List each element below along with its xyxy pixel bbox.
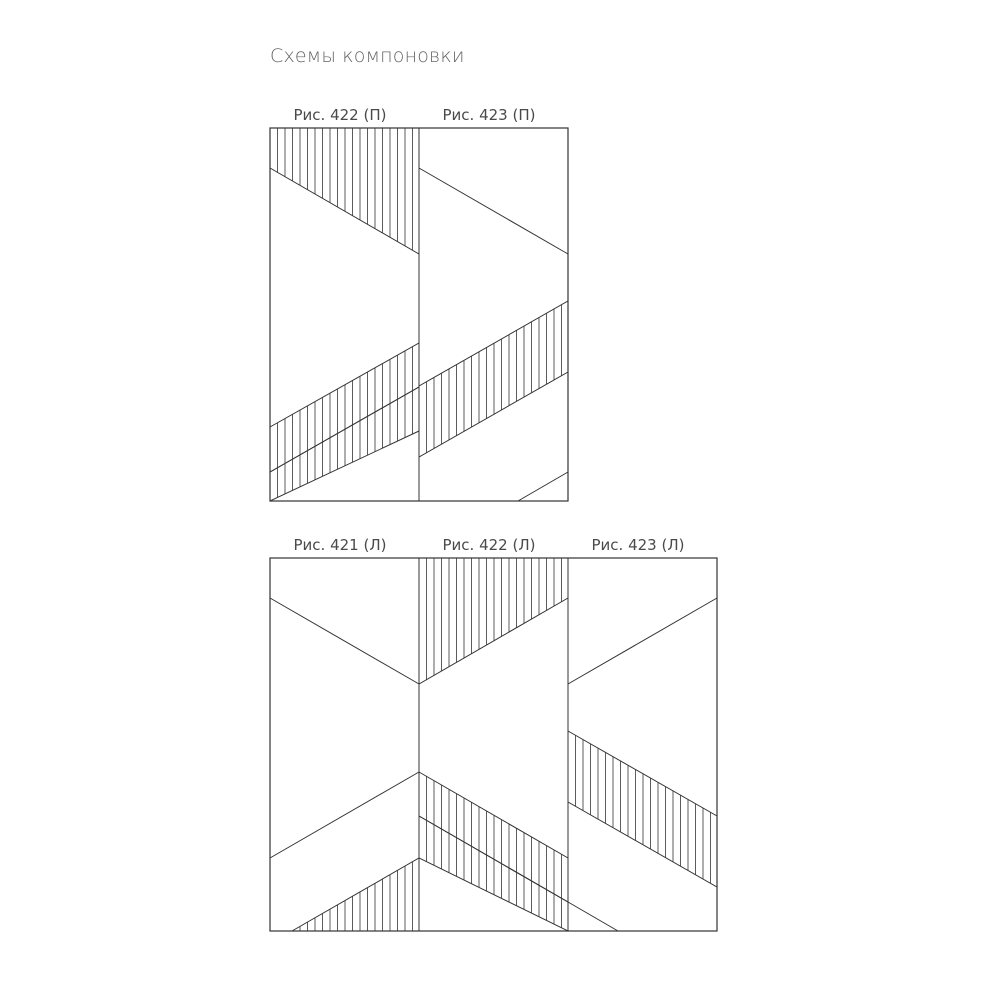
bottom-p3-line-lower (568, 902, 618, 931)
top-p2-line-upper (419, 168, 568, 254)
bottom-frame (270, 558, 717, 931)
bottom-p1-line-upper (270, 598, 419, 684)
bottom-p3-hatch (576, 0, 711, 1000)
bottom-p1-hatch-outline (292, 858, 419, 931)
page-title: Схемы компоновки (270, 45, 465, 67)
bottom-p3-line-upper (568, 598, 717, 684)
panel-label-bottom-1: Рис. 421 (Л) (293, 536, 387, 554)
bottom-p1-line-lower (270, 772, 419, 858)
bottom-p2-hatch-mid (427, 0, 562, 1000)
panel-label-bottom-3: Рис. 423 (Л) (591, 536, 685, 554)
panel-label-bottom-2: Рис. 422 (Л) (442, 536, 536, 554)
top-p2-line-lower (518, 472, 568, 501)
top-p1-hatch-upper (278, 0, 413, 1000)
panel-label-top-2: Рис. 423 (П) (442, 106, 536, 124)
panel-label-top-1: Рис. 422 (П) (293, 106, 387, 124)
